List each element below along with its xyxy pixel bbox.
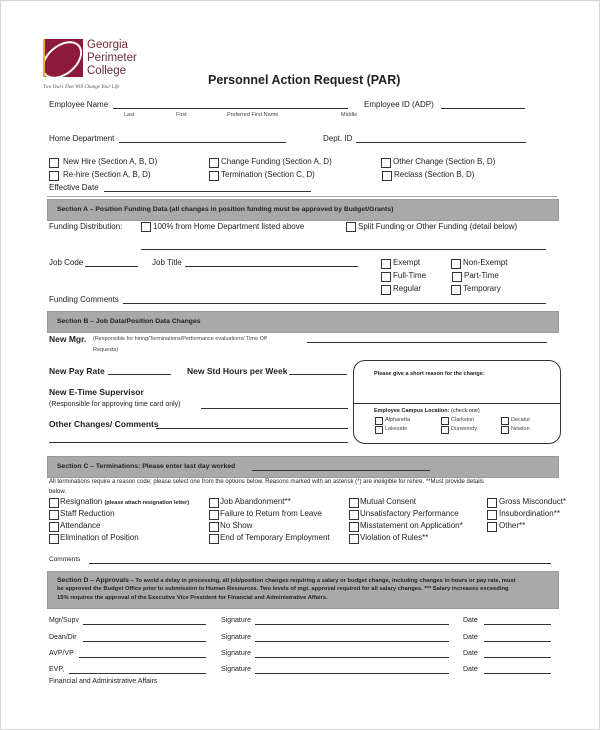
change-funding-checkbox[interactable]	[209, 158, 219, 168]
sublabel-middle: Middle	[341, 112, 358, 118]
signature-label: Signature	[221, 666, 251, 673]
new-hire-checkbox[interactable]	[49, 158, 59, 168]
mutual-consent-checkbox[interactable]	[349, 498, 359, 508]
resignation-checkbox[interactable]	[49, 498, 59, 508]
sublabel-last: Last	[124, 112, 135, 118]
approver-label: Dean/Dir	[49, 634, 77, 641]
new-mgr-label: New Mgr.	[49, 334, 87, 344]
failure-return-checkbox[interactable]	[209, 510, 219, 520]
approver-label: AVP/VP	[49, 650, 74, 657]
violation-checkbox[interactable]	[349, 534, 359, 544]
campus-clarkston-checkbox[interactable]	[441, 417, 449, 425]
termination-checkbox[interactable]	[209, 171, 219, 181]
date-label: Date	[463, 650, 478, 657]
job-abandonment-label: Job Abandonment**	[220, 497, 291, 506]
job-code-field[interactable]	[85, 266, 138, 267]
end-temp-label: End of Temporary Employment	[220, 533, 330, 542]
campus-decatur-checkbox[interactable]	[501, 417, 509, 425]
termination-instructions: All terminations require a reason code; please select one from the options below. Reasons marked with an asterisk (*) are ineligible for rehire. **Must provide details	[49, 479, 484, 485]
job-abandonment-checkbox[interactable]	[209, 498, 219, 508]
logo-text-1: Georgia	[87, 39, 128, 51]
sublabel-first: First	[176, 112, 187, 118]
effective-date-label: Effective Date	[49, 183, 99, 192]
section-d-title: Section D – Approvals	[57, 577, 129, 584]
campus-newton-label: Newton	[511, 426, 530, 432]
new-pay-rate-field[interactable]	[108, 374, 171, 375]
section-c-header	[47, 456, 559, 478]
new-pay-rate-label: New Pay Rate	[49, 366, 105, 376]
logo-text-3: College	[87, 65, 126, 77]
approver-label: Mgr/Supv	[49, 617, 79, 624]
end-temp-checkbox[interactable]	[209, 534, 219, 544]
failure-return-label: Failure to Return from Leave	[220, 509, 322, 518]
approver-name-field[interactable]	[69, 673, 206, 674]
logo-text-2: Perimeter	[87, 52, 137, 64]
other-checkbox[interactable]	[487, 522, 497, 532]
new-mgr-note: (Responsible for hiring/Terminations/Performance evaluations/ Time Off	[93, 336, 267, 342]
funding-distribution-label: Funding Distribution:	[49, 222, 123, 231]
funding-comments-label: Funding Comments	[49, 295, 119, 304]
date-field[interactable]	[484, 641, 551, 642]
new-mgr-note-2: Requests)	[93, 347, 119, 353]
other-changes-field-2[interactable]	[49, 442, 348, 443]
rehire-checkbox[interactable]	[49, 171, 59, 181]
section-d-text-3: 15% requires the approval of the Executive Vice President for Financial and Administrative Affairs.	[57, 595, 328, 601]
staff-reduction-label: Staff Reduction	[60, 509, 115, 518]
reclass-checkbox[interactable]	[382, 171, 392, 181]
no-show-label: No Show	[220, 521, 253, 530]
rehire-label: Re-hire (Section A, B, D)	[63, 170, 151, 179]
signature-label: Signature	[221, 634, 251, 641]
logo-tagline: Two Years That Will Change Your Life	[43, 85, 120, 90]
campus-dunwoody-checkbox[interactable]	[441, 426, 449, 434]
new-mgr-field[interactable]	[307, 342, 547, 343]
regular-checkbox[interactable]	[381, 285, 391, 295]
other-changes-field[interactable]	[156, 428, 348, 429]
termination-label: Termination (Section C, D)	[221, 170, 315, 179]
other-change-label: Other Change (Section B, D)	[393, 157, 496, 166]
section-d-text-1: – To avoid a delay in processing, all job/position changes requiring a salary or budget change, including changes in hours or pay rate, must	[128, 578, 516, 584]
non-exempt-label: Non-Exempt	[463, 258, 508, 267]
unsatisfactory-checkbox[interactable]	[349, 510, 359, 520]
signature-field[interactable]	[255, 641, 449, 642]
reason-divider	[354, 403, 560, 404]
insubordination-label: Insubordination**	[499, 509, 560, 518]
date-label: Date	[463, 634, 478, 641]
resignation-text: Resignation	[60, 497, 103, 506]
change-funding-label: Change Funding (Section A, D)	[221, 157, 332, 166]
funding-100-label: 100% from Home Department listed above	[153, 222, 305, 231]
attendance-label: Attendance	[60, 521, 101, 530]
exempt-label: Exempt	[393, 258, 421, 267]
job-code-label: Job Code	[49, 258, 84, 267]
etime-supervisor-field[interactable]	[201, 408, 348, 409]
attendance-checkbox[interactable]	[49, 522, 59, 532]
dept-id-label: Dept. ID	[323, 134, 353, 143]
etime-note: (Responsible for approving time card only)	[49, 401, 181, 408]
full-time-label: Full-Time	[393, 271, 427, 280]
campus-decatur-label: Decatur	[511, 417, 531, 423]
funding-split-checkbox[interactable]	[346, 222, 356, 232]
comments-label: Comments	[49, 556, 81, 563]
home-department-label: Home Department	[49, 134, 115, 143]
reason-box	[353, 360, 561, 444]
approver-name-field[interactable]	[79, 657, 206, 658]
employee-id-field[interactable]	[441, 108, 525, 109]
employee-name-label: Employee Name	[49, 100, 109, 109]
part-time-label: Part-Time	[464, 271, 499, 280]
section-c-title: Section C – Terminations: Please enter last day worked	[57, 463, 236, 470]
signature-label: Signature	[221, 650, 251, 657]
other-change-checkbox[interactable]	[381, 158, 391, 168]
reason-label: Please give a short reason for the change:	[374, 371, 485, 377]
non-exempt-checkbox[interactable]	[451, 259, 461, 269]
section-d-header	[47, 571, 559, 609]
new-hire-label: New Hire (Section A, B, D)	[63, 157, 158, 166]
section-d-text-2: be approved the Budget Office prior to submission to Human Resources. Two levels of mgt. approval required for all salary changes. *** Salary increases exceeding	[57, 586, 509, 592]
violation-label: Violation of Rules**	[360, 533, 429, 542]
other-label: Other**	[499, 521, 526, 530]
unsatisfactory-label: Unsatisfactory Performance	[360, 509, 459, 518]
campus-label: Employee Campus Location:	[374, 408, 450, 414]
section-a-title: Section A – Position Funding Data (all changes in position funding must be approved by Budget/Grants)	[57, 206, 394, 213]
full-time-checkbox[interactable]	[381, 272, 391, 282]
new-std-hours-label: New Std Hours per Week	[187, 366, 288, 376]
regular-label: Regular	[393, 284, 422, 293]
gross-misconduct-checkbox[interactable]	[487, 498, 497, 508]
signature-field[interactable]	[255, 657, 449, 658]
funding-detail-field[interactable]	[141, 249, 546, 250]
mutual-consent-label: Mutual Consent	[360, 497, 417, 506]
campus-dunwoody-label: Dunwoody	[451, 426, 477, 432]
sublabel-preferred: Preferred First Name	[227, 112, 279, 118]
signature-label: Signature	[221, 617, 251, 624]
campus-alpharetta-label: Alpharetta	[385, 417, 411, 423]
no-show-checkbox[interactable]	[209, 522, 219, 532]
approver-name-field[interactable]	[83, 624, 206, 625]
employee-id-label: Employee ID (ADP)	[364, 100, 434, 109]
funding-comments-field[interactable]	[123, 303, 546, 304]
resignation-label	[60, 497, 189, 508]
new-std-hours-field[interactable]	[289, 374, 347, 375]
comments-field[interactable]	[89, 563, 551, 564]
misstatement-checkbox[interactable]	[349, 522, 359, 532]
campus-lakeside-checkbox[interactable]	[375, 426, 383, 434]
approver-name-field[interactable]	[83, 641, 206, 642]
signature-field[interactable]	[255, 673, 449, 674]
job-title-field[interactable]	[185, 266, 358, 267]
date-field[interactable]	[484, 673, 551, 674]
date-field[interactable]	[484, 624, 551, 625]
job-title-label: Job Title	[152, 258, 182, 267]
funding-100-checkbox[interactable]	[141, 222, 151, 232]
section-a-header	[47, 199, 559, 221]
termination-instructions-2: below.	[49, 489, 67, 495]
campus-newton-checkbox[interactable]	[501, 426, 509, 434]
date-field[interactable]	[484, 657, 551, 658]
reclass-label: Reclass (Section B, D)	[394, 170, 475, 179]
insubordination-checkbox[interactable]	[487, 510, 497, 520]
section-b-title: Section B – Job Data/Position Data Changes	[57, 318, 201, 325]
temporary-label: Temporary	[463, 284, 501, 293]
signature-field[interactable]	[255, 624, 449, 625]
funding-split-label: Split Funding or Other Funding (detail below)	[358, 222, 518, 231]
temporary-checkbox[interactable]	[451, 285, 461, 295]
section-b-header	[47, 311, 559, 333]
last-day-worked-field[interactable]	[252, 470, 430, 471]
evp-note: Financial and Administrative Affairs	[49, 678, 158, 685]
campus-alpharetta-checkbox[interactable]	[375, 417, 383, 425]
home-department-field[interactable]	[119, 142, 286, 143]
logo-mark	[45, 39, 83, 77]
employee-name-field[interactable]	[113, 108, 348, 109]
date-label: Date	[463, 666, 478, 673]
misstatement-label: Misstatement on Application*	[360, 521, 463, 530]
effective-date-field[interactable]	[104, 191, 311, 192]
exempt-checkbox[interactable]	[381, 259, 391, 269]
other-changes-label: Other Changes/ Comments	[49, 419, 159, 429]
page-title: Personnel Action Request (PAR)	[208, 73, 401, 87]
divider	[47, 196, 557, 197]
etime-supervisor-label: New E-Time Supervisor	[49, 387, 144, 397]
approver-label: EVP,	[49, 666, 65, 673]
campus-note: (check one)	[451, 408, 480, 414]
resignation-note: (please attach resignation letter)	[104, 500, 190, 506]
dept-id-field[interactable]	[356, 142, 526, 143]
campus-clarkston-label: Clarkston	[451, 417, 475, 423]
elimination-checkbox[interactable]	[49, 534, 59, 544]
elimination-label: Elimination of Position	[60, 533, 139, 542]
campus-lakeside-label: Lakeside	[385, 426, 408, 432]
part-time-checkbox[interactable]	[452, 272, 462, 282]
campus-location	[374, 408, 480, 414]
staff-reduction-checkbox[interactable]	[49, 510, 59, 520]
date-label: Date	[463, 617, 478, 624]
gross-misconduct-label: Gross Misconduct*	[499, 497, 567, 506]
